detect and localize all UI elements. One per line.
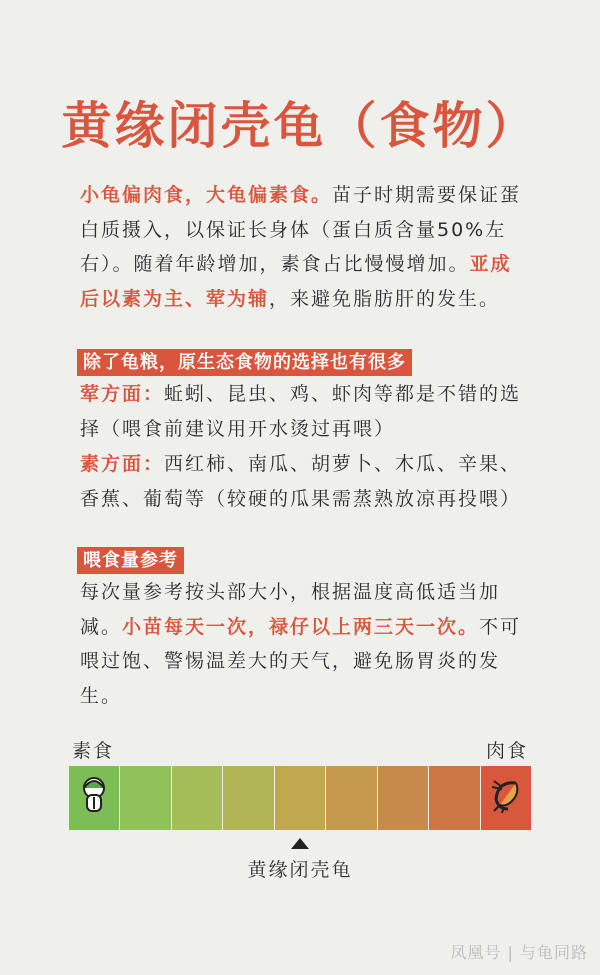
scale-segment	[275, 766, 326, 830]
amount-text-2: 不可喂过饱、警惕温差大的天气，避免肠胃炎的发生。	[80, 615, 522, 707]
veg-text: 西红柿、南瓜、胡萝卜、木瓜、辛果、香蕉、葡萄等（较硬的瓜果需蒸熟放凉再投喂）	[80, 453, 522, 510]
vegetable-icon	[76, 775, 112, 821]
scale-segment	[120, 766, 171, 830]
scale-segment	[429, 766, 480, 830]
scale-segment	[481, 766, 531, 830]
intro-paragraph	[80, 178, 530, 316]
page-title: 黄缘闭壳龟（食物）	[61, 97, 539, 155]
meat-paragraph	[80, 377, 530, 446]
turtle-position-marker	[291, 838, 309, 849]
veg-label: 素方面：	[80, 453, 165, 475]
diet-scale-bar	[69, 766, 531, 830]
veg-paragraph	[80, 447, 530, 516]
watermark: 凤凰号 | 与龟同路	[450, 943, 588, 962]
scale-right-label: 肉食	[485, 740, 528, 762]
section-banner-amount: 喂食量参考	[77, 547, 184, 574]
scale-segment	[378, 766, 429, 830]
intro-text-1: 苗子时期需要保证蛋白质摄入，以保证长身体（蛋白质含量50%左右）。随着年龄增加，素食占比慢慢增加。	[80, 184, 522, 275]
scale-segment	[69, 766, 120, 830]
amount-text-1: 每次量参考按头部大小，根据温度高低适当加减。	[80, 581, 501, 638]
amount-highlight: 小苗每天一次，禄仔以上两三天一次。	[122, 615, 480, 638]
scale-segment	[326, 766, 377, 830]
intro-highlight-1: 小龟偏肉食，大龟偏素食。	[80, 184, 333, 206]
intro-text-2: ，来避免脂肪肝的发生。	[269, 287, 501, 310]
meat-text: 蚯蚓、昆虫、鸡、虾肉等都是不错的选择（喂食前建议用开水烫过再喂）	[80, 383, 522, 440]
scale-segment	[172, 766, 223, 830]
meat-label: 荤方面：	[80, 383, 165, 405]
shrimp-icon	[486, 775, 526, 821]
marker-label: 黄缘闭壳龟	[247, 859, 353, 881]
scale-segment	[223, 766, 274, 830]
scale-left-label: 素食	[72, 740, 115, 762]
amount-paragraph	[80, 575, 530, 713]
intro-highlight-2: 亚成后以素为主、荤为辅	[80, 253, 512, 310]
section-banner-food: 除了龟粮，原生态食物的选择也有很多	[77, 349, 412, 376]
